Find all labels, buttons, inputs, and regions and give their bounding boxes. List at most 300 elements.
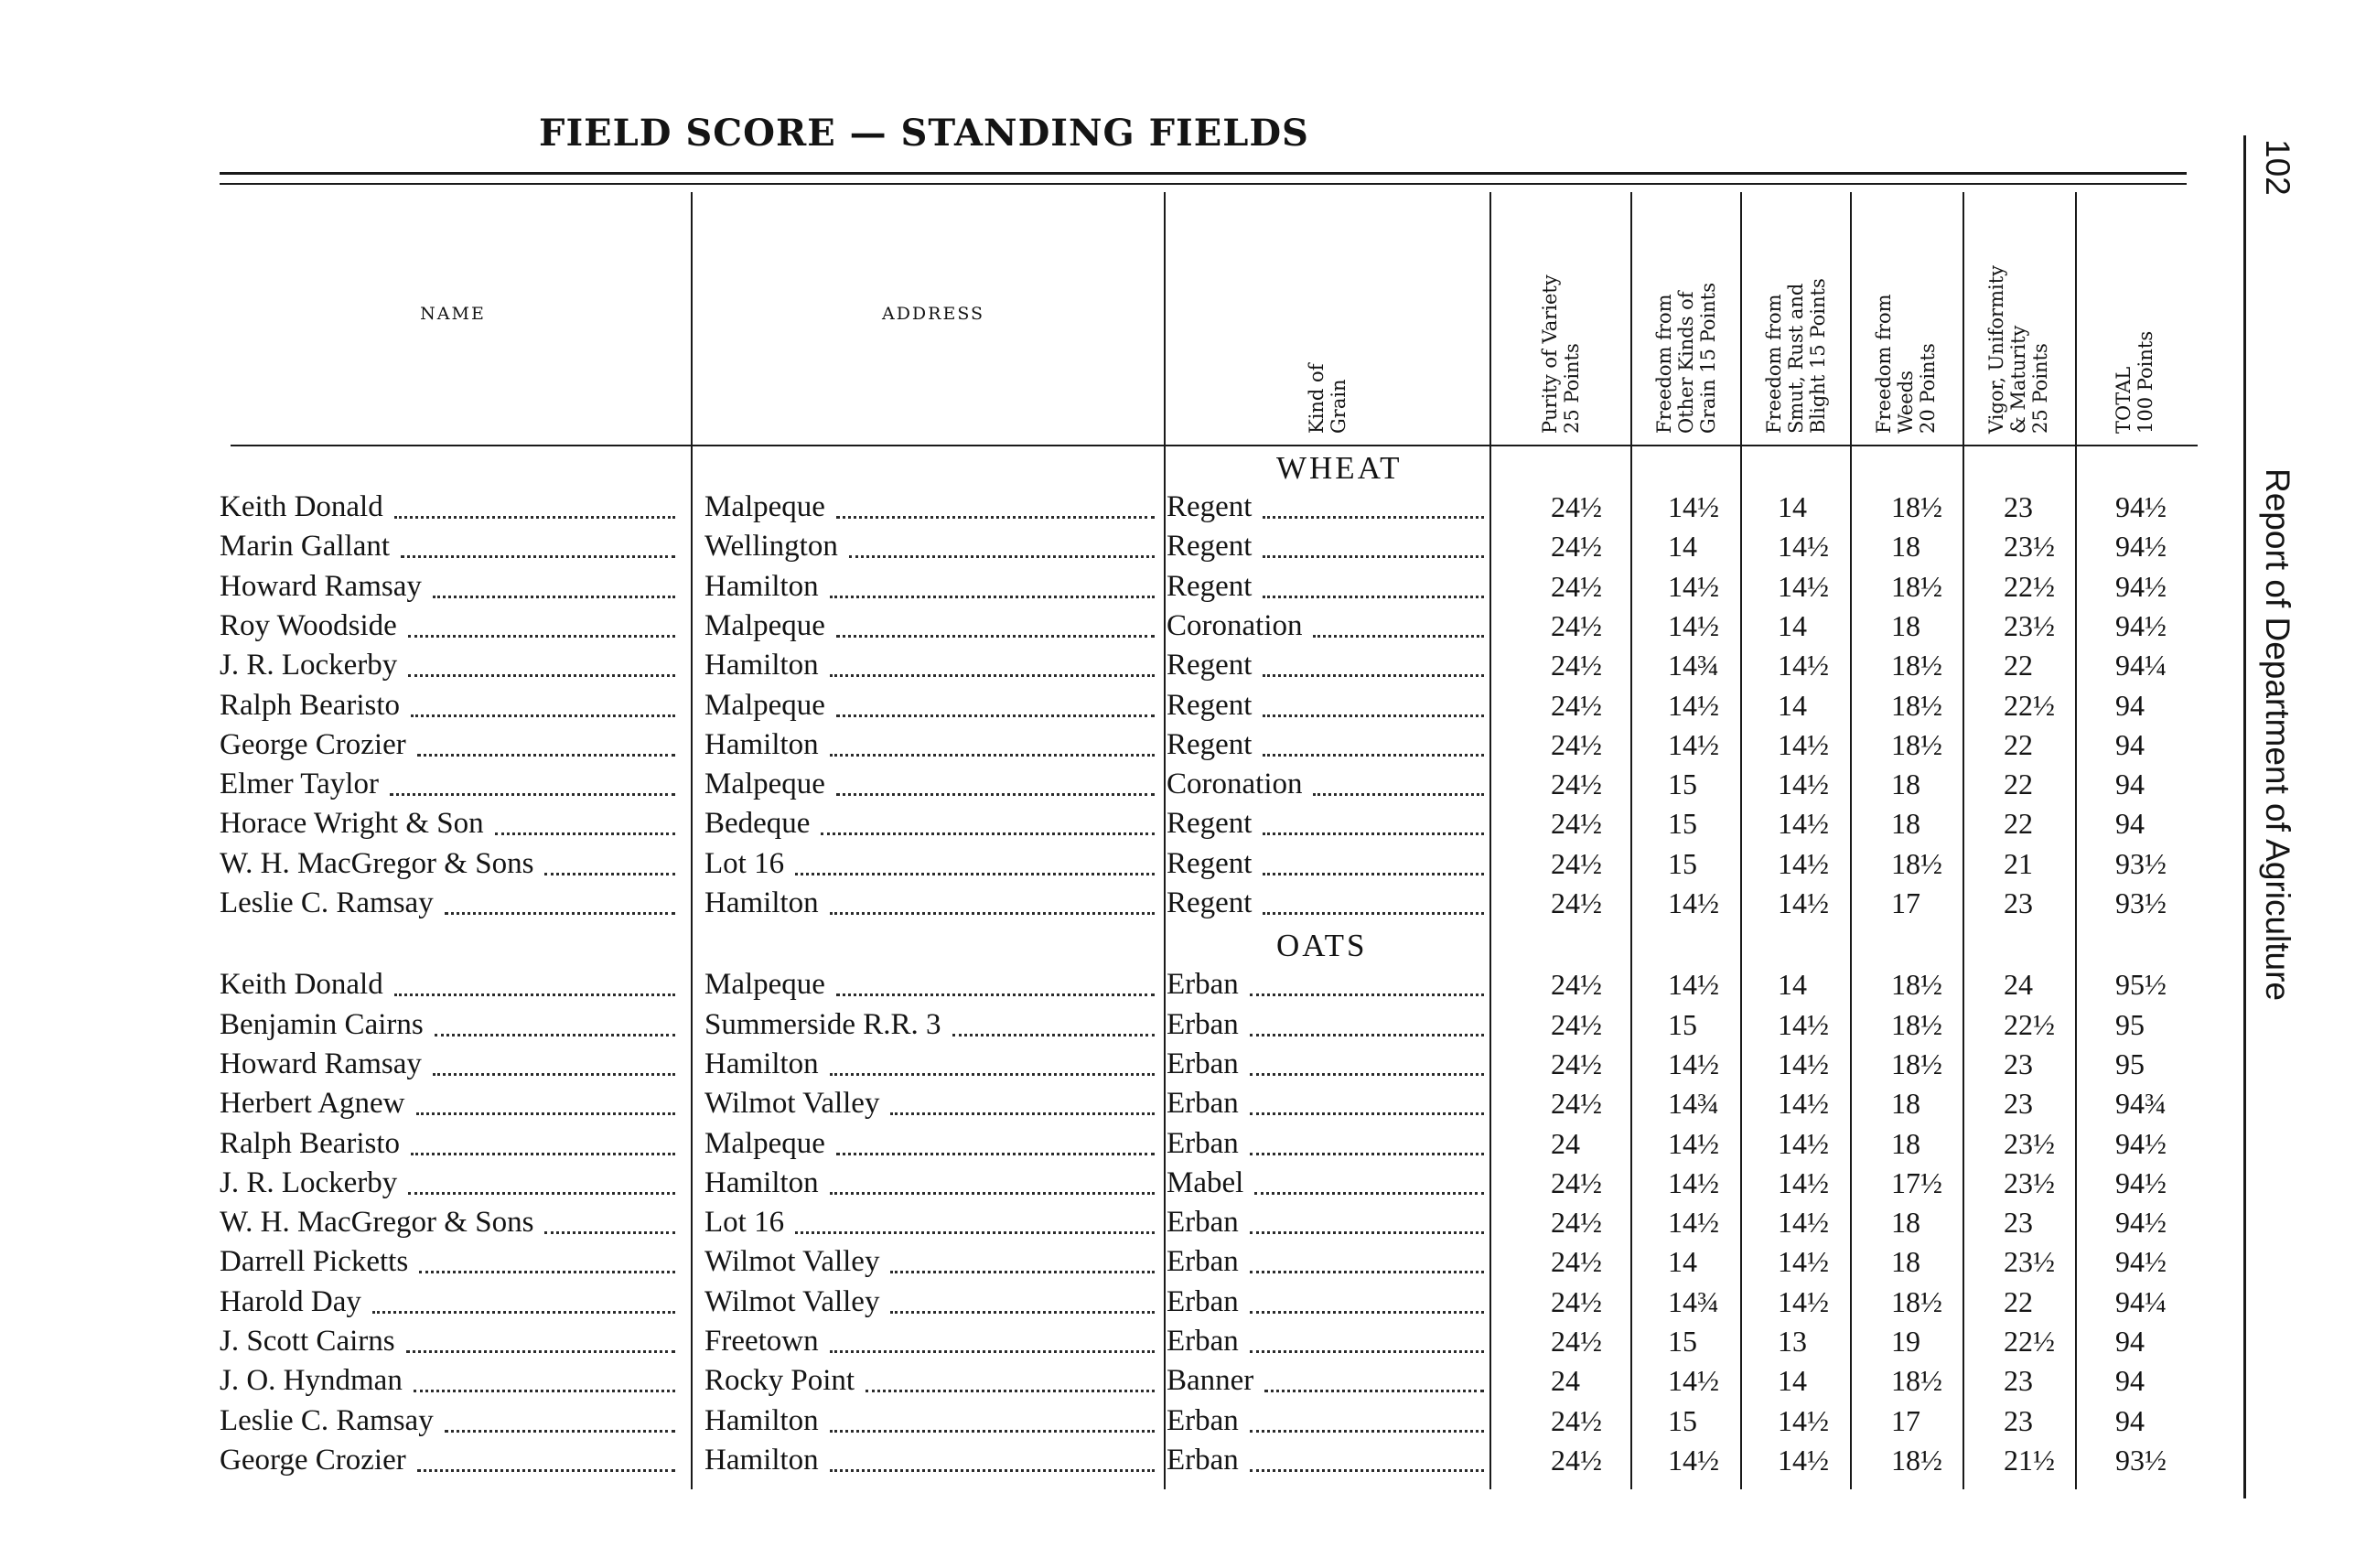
score-smut: 14½ xyxy=(1778,1206,1829,1240)
row-address: Hamilton xyxy=(704,569,819,603)
row-name: J. R. Lockerby xyxy=(220,649,398,682)
score-purity: 24½ xyxy=(1551,530,1602,564)
row-name: Leslie C. Ramsay xyxy=(220,886,434,919)
address-leader xyxy=(830,1430,1155,1433)
row-address: Hamilton xyxy=(704,1443,819,1477)
score-smut: 14 xyxy=(1778,968,1807,1002)
score-weeds: 18 xyxy=(1891,1126,1920,1160)
row-name: W. H. MacGregor & Sons xyxy=(220,1206,534,1240)
score-smut: 14½ xyxy=(1778,1126,1829,1160)
address-leader xyxy=(866,1390,1155,1392)
header-smut-line-3: Blight 15 Points xyxy=(1807,278,1829,434)
row-name: George Crozier xyxy=(220,727,406,761)
score-smut: 14½ xyxy=(1778,846,1829,880)
header-name: NAME xyxy=(420,304,486,324)
score-vigor: 22 xyxy=(2004,727,2033,761)
row-name: Howard Ramsay xyxy=(220,569,422,603)
score-vigor: 22½ xyxy=(2004,1007,2055,1041)
header-smut-line-1: Freedom from xyxy=(1763,294,1785,434)
name-leader xyxy=(435,1034,675,1036)
score-weeds: 18½ xyxy=(1891,490,1942,523)
score-smut: 13 xyxy=(1778,1325,1807,1358)
score-total: 93½ xyxy=(2115,1443,2167,1477)
header-address: ADDRESS xyxy=(881,304,985,324)
score-smut: 14½ xyxy=(1778,768,1829,801)
score-smut: 14½ xyxy=(1778,1403,1829,1437)
name-leader xyxy=(411,714,675,717)
score-purity: 24½ xyxy=(1551,886,1602,919)
score-smut: 14½ xyxy=(1778,807,1829,841)
row-name: J. Scott Cairns xyxy=(220,1325,395,1358)
score-weeds: 18 xyxy=(1891,530,1920,564)
score-vigor: 22½ xyxy=(2004,569,2055,603)
column-divider-5 xyxy=(1740,192,1742,1489)
row-name: J. R. Lockerby xyxy=(220,1165,398,1199)
score-vigor: 21½ xyxy=(2004,1443,2055,1477)
score-vigor: 23 xyxy=(2004,1087,2033,1121)
kind-leader xyxy=(1250,1034,1484,1036)
score-weeds: 17½ xyxy=(1891,1165,1942,1199)
page-title: FIELD SCORE — STANDING FIELDS xyxy=(539,112,1309,155)
kind-leader xyxy=(1250,1311,1484,1314)
score-total: 94½ xyxy=(2115,1206,2167,1240)
top-rule-2 xyxy=(220,183,2187,185)
row-address: Hamilton xyxy=(704,727,819,761)
running-head: Report of Department of Agriculture xyxy=(2259,468,2296,1002)
score-total: 94 xyxy=(2115,688,2145,722)
row-name: Harold Day xyxy=(220,1284,361,1318)
score-total: 95½ xyxy=(2115,968,2167,1002)
address-leader xyxy=(830,1469,1155,1472)
score-weeds: 18½ xyxy=(1891,968,1942,1002)
score-vigor: 23 xyxy=(2004,1364,2033,1398)
kind-leader xyxy=(1250,1271,1484,1273)
row-address: Wilmot Valley xyxy=(704,1245,880,1279)
row-address: Freetown xyxy=(704,1325,819,1358)
address-leader xyxy=(830,912,1155,915)
score-total: 94¼ xyxy=(2115,1284,2167,1318)
score-total: 94¼ xyxy=(2115,649,2167,682)
score-vigor: 22½ xyxy=(2004,1325,2055,1358)
score-smut: 14 xyxy=(1778,1364,1807,1398)
score-smut: 14½ xyxy=(1778,886,1829,919)
row-name: Ralph Bearisto xyxy=(220,688,401,722)
row-kind: Regent xyxy=(1167,649,1253,682)
row-kind: Regent xyxy=(1167,886,1253,919)
score-vigor: 22 xyxy=(2004,1284,2033,1318)
name-leader xyxy=(401,555,675,558)
score-vigor: 23½ xyxy=(2004,1126,2055,1160)
page-number: 102 xyxy=(2259,139,2296,196)
name-leader xyxy=(408,1192,675,1195)
name-leader xyxy=(417,1469,675,1472)
score-vigor: 23½ xyxy=(2004,530,2055,564)
score-other-grain: 14½ xyxy=(1668,1443,1719,1477)
row-kind: Erban xyxy=(1167,1206,1239,1240)
row-name: W. H. MacGregor & Sons xyxy=(220,846,534,880)
score-purity: 24½ xyxy=(1551,1007,1602,1041)
score-smut: 14½ xyxy=(1778,1047,1829,1080)
row-kind: Erban xyxy=(1167,1443,1239,1477)
row-kind: Erban xyxy=(1167,1047,1239,1080)
score-smut: 14½ xyxy=(1778,1165,1829,1199)
row-kind: Regent xyxy=(1167,530,1253,564)
score-vigor: 23 xyxy=(2004,490,2033,523)
address-leader xyxy=(890,1112,1155,1115)
row-name: Howard Ramsay xyxy=(220,1047,422,1080)
row-kind: Coronation xyxy=(1167,768,1303,801)
name-leader xyxy=(419,1271,675,1273)
address-leader xyxy=(836,793,1155,796)
name-leader xyxy=(495,832,675,835)
kind-leader xyxy=(1250,1153,1484,1155)
row-kind: Regent xyxy=(1167,727,1253,761)
score-total: 94½ xyxy=(2115,1165,2167,1199)
name-leader xyxy=(433,1073,675,1076)
name-leader xyxy=(408,674,675,677)
score-purity: 24½ xyxy=(1551,846,1602,880)
score-total: 94 xyxy=(2115,1364,2145,1398)
score-weeds: 18½ xyxy=(1891,688,1942,722)
score-purity: 24½ xyxy=(1551,807,1602,841)
header-kind-line-2: Grain xyxy=(1328,379,1350,434)
score-weeds: 18½ xyxy=(1891,727,1942,761)
score-other-grain: 14½ xyxy=(1668,490,1719,523)
score-vigor: 23½ xyxy=(2004,608,2055,642)
header-purity-line-1: Purity of Variety xyxy=(1539,274,1561,434)
score-smut: 14½ xyxy=(1778,727,1829,761)
row-address: Hamilton xyxy=(704,1047,819,1080)
header-other-grain-line-3: Grain 15 Points xyxy=(1697,282,1719,434)
score-other-grain: 15 xyxy=(1668,846,1697,880)
kind-leader xyxy=(1254,1192,1484,1195)
kind-leader xyxy=(1263,674,1484,677)
row-kind: Regent xyxy=(1167,569,1253,603)
column-divider-7 xyxy=(1962,192,1964,1489)
row-address: Wellington xyxy=(704,530,838,564)
row-kind: Regent xyxy=(1167,490,1253,523)
row-kind: Coronation xyxy=(1167,608,1303,642)
score-weeds: 18 xyxy=(1891,1206,1920,1240)
score-total: 94¾ xyxy=(2115,1087,2167,1121)
header-total-line-1: TOTAL xyxy=(2113,366,2135,434)
row-address: Malpeque xyxy=(704,968,825,1002)
row-kind: Erban xyxy=(1167,1284,1239,1318)
header-weeds-line-1: Freedom from xyxy=(1873,294,1895,434)
score-vigor: 23½ xyxy=(2004,1245,2055,1279)
row-name: Leslie C. Ramsay xyxy=(220,1403,434,1437)
row-kind: Erban xyxy=(1167,1325,1239,1358)
row-name: Horace Wright & Son xyxy=(220,807,484,841)
kind-leader xyxy=(1313,635,1484,638)
score-vigor: 22 xyxy=(2004,768,2033,801)
column-divider-1 xyxy=(691,192,693,1489)
score-total: 94½ xyxy=(2115,530,2167,564)
name-leader xyxy=(394,516,675,519)
name-leader xyxy=(372,1311,675,1314)
score-purity: 24 xyxy=(1551,1126,1580,1160)
address-leader xyxy=(836,714,1155,717)
score-total: 94½ xyxy=(2115,569,2167,603)
score-smut: 14½ xyxy=(1778,1007,1829,1041)
address-leader xyxy=(830,1350,1155,1353)
score-purity: 24½ xyxy=(1551,768,1602,801)
row-address: Hamilton xyxy=(704,649,819,682)
header-total-line-2: 100 Points xyxy=(2135,330,2156,434)
kind-leader xyxy=(1250,1073,1484,1076)
score-weeds: 18 xyxy=(1891,608,1920,642)
address-leader xyxy=(830,1073,1155,1076)
top-rule xyxy=(220,172,2187,175)
row-name: Herbert Agnew xyxy=(220,1087,405,1121)
score-total: 94 xyxy=(2115,807,2145,841)
row-kind: Erban xyxy=(1167,1126,1239,1160)
score-total: 93½ xyxy=(2115,886,2167,919)
score-purity: 24½ xyxy=(1551,727,1602,761)
row-kind: Banner xyxy=(1167,1364,1254,1398)
address-leader xyxy=(952,1034,1155,1036)
score-other-grain: 15 xyxy=(1668,1403,1697,1437)
kind-leader xyxy=(1250,1469,1484,1472)
name-leader xyxy=(417,754,675,757)
name-leader xyxy=(414,1390,675,1392)
address-leader xyxy=(830,596,1155,598)
score-purity: 24½ xyxy=(1551,649,1602,682)
score-weeds: 18½ xyxy=(1891,1007,1942,1041)
score-other-grain: 15 xyxy=(1668,1325,1697,1358)
score-vigor: 22 xyxy=(2004,649,2033,682)
row-name: Benjamin Cairns xyxy=(220,1007,424,1041)
row-name: Darrell Picketts xyxy=(220,1245,409,1279)
score-smut: 14 xyxy=(1778,490,1807,523)
score-vigor: 21 xyxy=(2004,846,2033,880)
row-name: George Crozier xyxy=(220,1443,406,1477)
address-leader xyxy=(890,1271,1155,1273)
name-leader xyxy=(390,793,675,796)
score-vigor: 23 xyxy=(2004,1047,2033,1080)
address-leader xyxy=(836,516,1155,519)
score-purity: 24½ xyxy=(1551,1047,1602,1080)
row-address: Hamilton xyxy=(704,886,819,919)
address-leader xyxy=(836,993,1155,996)
score-other-grain: 15 xyxy=(1668,1007,1697,1041)
score-other-grain: 14½ xyxy=(1668,1165,1719,1199)
score-vigor: 22½ xyxy=(2004,688,2055,722)
row-kind: Erban xyxy=(1167,1007,1239,1041)
header-purity-line-2: 25 Points xyxy=(1561,343,1583,434)
column-divider-2 xyxy=(1164,192,1166,1489)
score-other-grain: 14¾ xyxy=(1668,1284,1719,1318)
score-purity: 24 xyxy=(1551,1364,1580,1398)
row-address: Lot 16 xyxy=(704,1206,785,1240)
column-divider-8 xyxy=(2075,192,2077,1489)
header-rule xyxy=(231,445,2198,446)
header-weeds-line-3: 20 Points xyxy=(1917,343,1939,434)
address-leader xyxy=(849,555,1155,558)
score-smut: 14½ xyxy=(1778,569,1829,603)
name-leader xyxy=(411,1153,675,1155)
score-weeds: 18 xyxy=(1891,807,1920,841)
address-leader xyxy=(830,674,1155,677)
score-purity: 24½ xyxy=(1551,490,1602,523)
row-name: Keith Donald xyxy=(220,490,383,523)
score-weeds: 18½ xyxy=(1891,1364,1942,1398)
name-leader xyxy=(445,912,675,915)
kind-leader xyxy=(1250,1430,1484,1433)
address-leader xyxy=(795,1231,1155,1234)
score-total: 94 xyxy=(2115,1403,2145,1437)
score-purity: 24½ xyxy=(1551,1443,1602,1477)
row-kind: Regent xyxy=(1167,688,1253,722)
score-smut: 14½ xyxy=(1778,1284,1829,1318)
score-total: 93½ xyxy=(2115,846,2167,880)
score-weeds: 18 xyxy=(1891,768,1920,801)
kind-leader xyxy=(1263,555,1484,558)
header-weeds-line-2: Weeds xyxy=(1895,371,1917,434)
row-name: Roy Woodside xyxy=(220,608,397,642)
row-address: Hamilton xyxy=(704,1403,819,1437)
score-other-grain: 14 xyxy=(1668,1245,1697,1279)
score-total: 95 xyxy=(2115,1007,2145,1041)
score-smut: 14½ xyxy=(1778,530,1829,564)
score-smut: 14½ xyxy=(1778,1245,1829,1279)
score-purity: 24½ xyxy=(1551,1325,1602,1358)
column-divider-3 xyxy=(1489,192,1491,1489)
score-vigor: 23 xyxy=(2004,1403,2033,1437)
kind-leader xyxy=(1263,516,1484,519)
row-address: Hamilton xyxy=(704,1165,819,1199)
name-leader xyxy=(544,1231,675,1234)
score-purity: 24½ xyxy=(1551,968,1602,1002)
score-purity: 24½ xyxy=(1551,608,1602,642)
row-kind: Erban xyxy=(1167,968,1239,1002)
score-total: 94½ xyxy=(2115,490,2167,523)
row-kind: Erban xyxy=(1167,1403,1239,1437)
score-other-grain: 14¾ xyxy=(1668,1087,1719,1121)
score-purity: 24½ xyxy=(1551,1403,1602,1437)
row-address: Malpeque xyxy=(704,490,825,523)
score-other-grain: 14 xyxy=(1668,530,1697,564)
score-other-grain: 14½ xyxy=(1668,608,1719,642)
row-address: Malpeque xyxy=(704,688,825,722)
score-smut: 14 xyxy=(1778,688,1807,722)
kind-leader xyxy=(1263,714,1484,717)
kind-leader xyxy=(1263,596,1484,598)
score-vigor: 23 xyxy=(2004,1206,2033,1240)
row-name: J. O. Hyndman xyxy=(220,1364,403,1398)
score-total: 94½ xyxy=(2115,1245,2167,1279)
row-address: Rocky Point xyxy=(704,1364,855,1398)
kind-leader xyxy=(1264,1390,1484,1392)
score-vigor: 23½ xyxy=(2004,1165,2055,1199)
name-leader xyxy=(544,873,675,875)
score-vigor: 24 xyxy=(2004,968,2033,1002)
score-vigor: 22 xyxy=(2004,807,2033,841)
score-total: 95 xyxy=(2115,1047,2145,1080)
score-purity: 24½ xyxy=(1551,1165,1602,1199)
section-label-oats: OATS xyxy=(1276,928,1368,964)
row-name: Keith Donald xyxy=(220,968,383,1002)
address-leader xyxy=(830,1192,1155,1195)
score-weeds: 17 xyxy=(1891,1403,1920,1437)
score-total: 94½ xyxy=(2115,608,2167,642)
score-other-grain: 15 xyxy=(1668,768,1697,801)
score-other-grain: 14½ xyxy=(1668,1126,1719,1160)
score-other-grain: 15 xyxy=(1668,807,1697,841)
score-other-grain: 14¾ xyxy=(1668,649,1719,682)
score-other-grain: 14½ xyxy=(1668,1364,1719,1398)
kind-leader xyxy=(1263,754,1484,757)
score-weeds: 18½ xyxy=(1891,1284,1942,1318)
header-other-grain-line-1: Freedom from xyxy=(1653,294,1675,434)
score-other-grain: 14½ xyxy=(1668,569,1719,603)
name-leader xyxy=(445,1430,675,1433)
header-kind-line-1: Kind of xyxy=(1306,363,1328,434)
row-address: Malpeque xyxy=(704,768,825,801)
address-leader xyxy=(795,873,1155,875)
margin-rule xyxy=(2243,135,2246,1498)
score-weeds: 17 xyxy=(1891,886,1920,919)
score-weeds: 18 xyxy=(1891,1245,1920,1279)
row-name: Ralph Bearisto xyxy=(220,1126,401,1160)
row-kind: Erban xyxy=(1167,1245,1239,1279)
score-weeds: 18½ xyxy=(1891,649,1942,682)
row-name: Marin Gallant xyxy=(220,530,391,564)
score-purity: 24½ xyxy=(1551,1284,1602,1318)
name-leader xyxy=(408,635,675,638)
row-address: Malpeque xyxy=(704,1126,825,1160)
kind-leader xyxy=(1250,993,1484,996)
kind-leader xyxy=(1313,793,1484,796)
score-purity: 24½ xyxy=(1551,688,1602,722)
score-purity: 24½ xyxy=(1551,569,1602,603)
score-other-grain: 14½ xyxy=(1668,1047,1719,1080)
name-leader xyxy=(416,1112,675,1115)
score-other-grain: 14½ xyxy=(1668,688,1719,722)
row-kind: Erban xyxy=(1167,1087,1239,1121)
score-total: 94 xyxy=(2115,727,2145,761)
score-other-grain: 14½ xyxy=(1668,727,1719,761)
header-other-grain-line-2: Other Kinds of xyxy=(1675,291,1697,434)
score-total: 94½ xyxy=(2115,1126,2167,1160)
address-leader xyxy=(890,1311,1155,1314)
score-other-grain: 14½ xyxy=(1668,968,1719,1002)
name-leader xyxy=(433,596,675,598)
kind-leader xyxy=(1263,832,1484,835)
score-other-grain: 14½ xyxy=(1668,886,1719,919)
score-smut: 14½ xyxy=(1778,649,1829,682)
row-address: Lot 16 xyxy=(704,846,785,880)
score-vigor: 23 xyxy=(2004,886,2033,919)
score-total: 94 xyxy=(2115,768,2145,801)
address-leader xyxy=(836,1153,1155,1155)
score-weeds: 18½ xyxy=(1891,569,1942,603)
kind-leader xyxy=(1250,1350,1484,1353)
score-weeds: 18 xyxy=(1891,1087,1920,1121)
name-leader xyxy=(394,993,675,996)
score-smut: 14½ xyxy=(1778,1087,1829,1121)
name-leader xyxy=(406,1350,675,1353)
score-purity: 24½ xyxy=(1551,1206,1602,1240)
score-weeds: 18½ xyxy=(1891,1443,1942,1477)
row-kind: Regent xyxy=(1167,846,1253,880)
score-purity: 24½ xyxy=(1551,1245,1602,1279)
row-kind: Mabel xyxy=(1167,1165,1244,1199)
header-vigor-line-1: Vigor, Uniformity xyxy=(1985,264,2007,434)
score-smut: 14½ xyxy=(1778,1443,1829,1477)
score-total: 94 xyxy=(2115,1325,2145,1358)
score-weeds: 18½ xyxy=(1891,846,1942,880)
